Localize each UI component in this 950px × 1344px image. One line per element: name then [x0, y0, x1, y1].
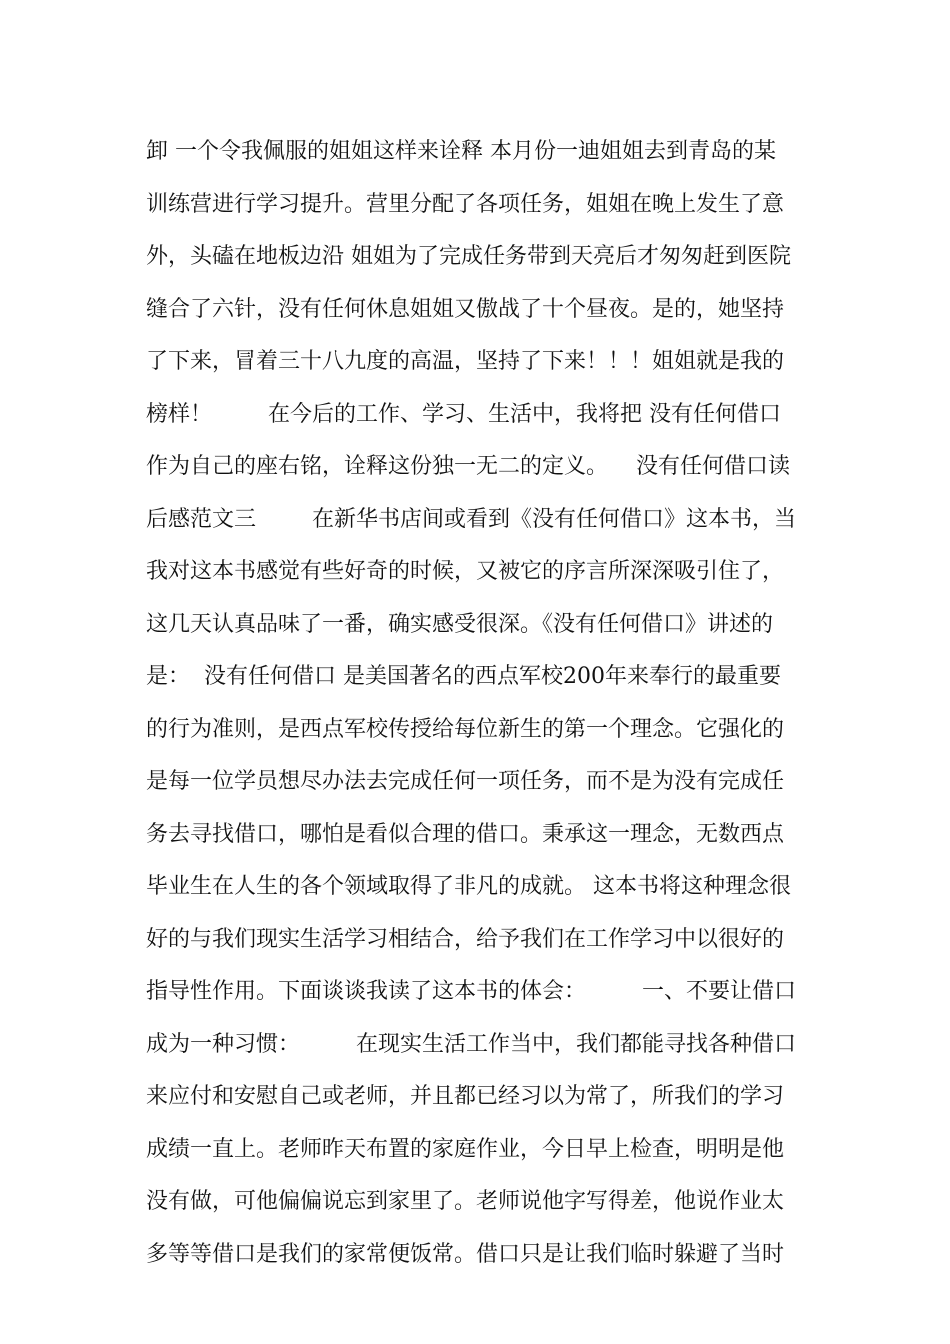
text-line: 务去寻找借口，哪怕是看似合理的借口。秉承这一理念，无数西点 — [146, 821, 785, 847]
text-line: 作为自己的座右铭，诠释这份独一无二的定义。 没有任何借口读 — [146, 454, 790, 479]
text-line: 了下来，冒着三十八九度的高温，坚持了下来！！！姐姐就是我的 — [146, 349, 785, 374]
text-line: 好的与我们现实生活学习相结合，给予我们在工作学习中以很好的 — [146, 926, 785, 952]
text-line: 缝合了六针，没有任何休息姐姐又傲战了十个昼夜。是的，她坚持 — [146, 296, 785, 322]
text-line: 指导性作用。下面谈谈我读了这本书的体会： 一、不要让借口 — [146, 979, 796, 1004]
text-line: 多等等借口是我们的家常便饭常。借口只是让我们临时躲避了当时 — [146, 1241, 785, 1267]
text-line: 成为一种习惯： 在现实生活工作当中，我们都能寻找各种借口 — [146, 1031, 796, 1057]
text-line: 没有做，可他偏偏说忘到家里了。老师说他字写得差，他说作业太 — [146, 1189, 785, 1214]
text-line: 卸 一个令我佩服的姐姐这样来诠释 本月份一迪姐姐去到青岛的某 — [146, 139, 776, 164]
text-line: 成绩一直上。老师昨天布置的家庭作业，今日早上检查，明明是他 — [146, 1136, 785, 1162]
body-text — [146, 126, 826, 1281]
text-line: 是每一位学员想尽办法去完成任何一项任务，而不是为没有完成任 — [146, 769, 785, 794]
text-line: 训练营进行学习提升。营里分配了各项任务，姐姐在晚上发生了意 — [146, 191, 785, 217]
text-line: 的行为准则，是西点军校传授给每位新生的第一个理念。它强化的 — [146, 716, 785, 742]
text-line: 毕业生在人生的各个领域取得了非凡的成就。 这本书将这种理念很 — [146, 874, 791, 899]
text-line: 这几天认真品味了一番，确实感受很深。《没有任何借口》讲述的 — [146, 611, 774, 637]
text-line: 来应付和安慰自己或老师，并且都已经习以为常了，所我们的学习 — [146, 1084, 785, 1109]
text-line: 我对这本书感觉有些好奇的时候，又被它的序言所深深吸引住了， — [146, 559, 785, 584]
text-line: 后感范文三 在新华书店间或看到《没有任何借口》这本书，当 — [146, 506, 796, 532]
text-line: 榜样！ 在今后的工作、学习、生活中，我将把 没有任何借口 — [146, 401, 781, 427]
text-line: 外，头磕在地板边沿 姐姐为了完成任务带到天亮后才匆匆赶到医院 — [146, 244, 791, 269]
text-line: 是： 没有任何借口 是美国著名的西点军校200年来奉行的最重要 — [146, 664, 781, 689]
